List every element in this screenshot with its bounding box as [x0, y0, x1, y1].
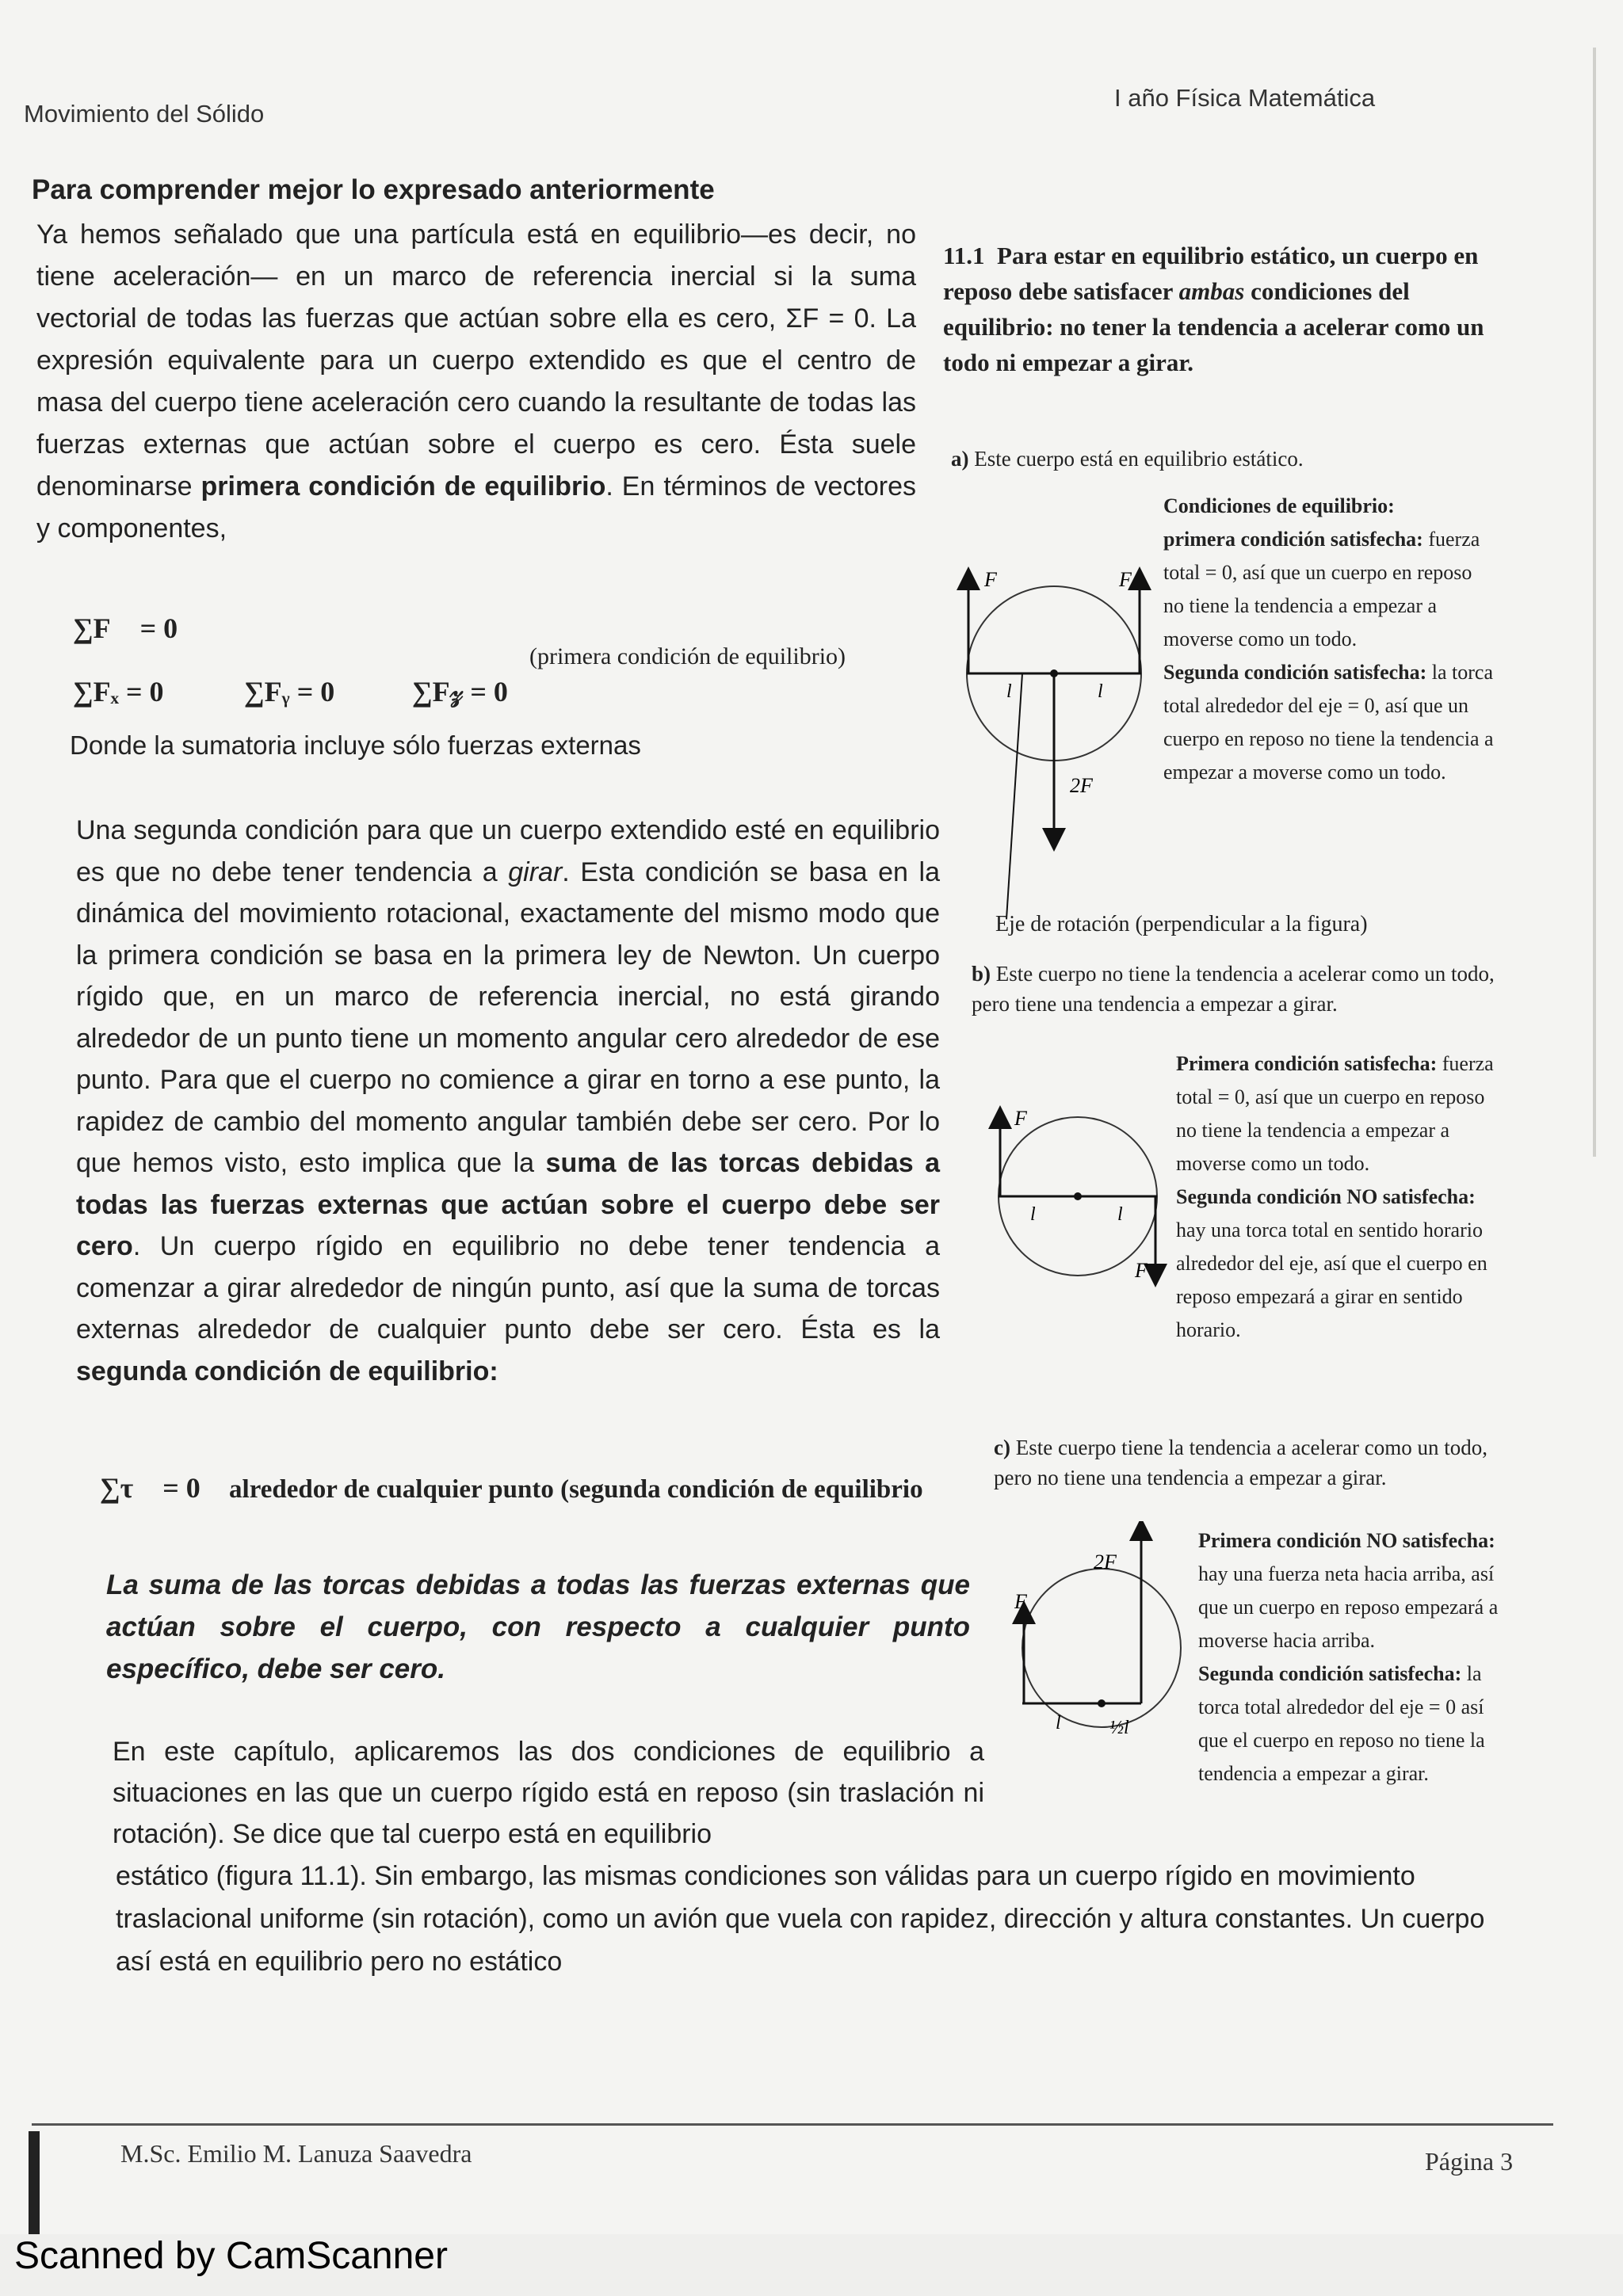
equation-sum-f: ∑F⃗ = 0 — [73, 612, 178, 644]
panel-a-axis-label: Eje de rotación (perpendicular a la figura) — [995, 912, 1368, 936]
panel-a-second-bold: Segunda condición satisfecha: — [1163, 661, 1427, 684]
equation-sum-fx: ∑Fₓ = 0 — [73, 676, 164, 707]
second-bold-1: suma de las torcas debidas a todas las fuerzas externas que actúan sobre el cuerpo debe ser cero — [76, 1148, 940, 1261]
panel-b-label-l-left: l — [1030, 1204, 1036, 1225]
panel-b-diagram — [983, 1101, 1173, 1299]
panel-a-caption-text: Este cuerpo está en equilibrio estático. — [974, 447, 1304, 471]
panel-c-diagram — [1006, 1521, 1197, 1759]
panel-c-label-2f: 2F — [1094, 1550, 1117, 1573]
equation-note: (primera condición de equilibrio) — [529, 643, 846, 669]
intro-paragraph — [36, 214, 916, 550]
panel-a-label-2f: 2F — [1070, 774, 1093, 797]
equation-sum-fy: ∑Fᵧ = 0 — [244, 676, 335, 707]
panel-a-diagram — [951, 555, 1165, 927]
panel-b-second-text: hay una torca total en sentido horario alrededor del eje, así que el cuerpo en reposo empezará a girar en sentido horario. — [1176, 1219, 1487, 1341]
panel-a-first-bold: primera condición satisfecha: — [1163, 528, 1423, 551]
footer-page-number: Página 3 — [1425, 2147, 1514, 2176]
panel-b-caption — [972, 959, 1510, 1019]
panel-c-label-l: l — [1056, 1713, 1061, 1733]
figure-caption-italic: ambas — [1178, 277, 1245, 305]
panel-c-label-half-l: ½l — [1109, 1718, 1129, 1738]
panel-c-first-text: hay una fuerza neta hacia arriba, así que un cuerpo en reposo empezará a moverse hacia arriba. — [1198, 1562, 1499, 1652]
second-italic: girar — [508, 856, 563, 887]
panel-a-axis-pointer — [1006, 673, 1022, 919]
footer-divider — [32, 2123, 1553, 2126]
panel-a-label-l-left: l — [1006, 681, 1012, 702]
panel-c-second-text: la torca total alrededor del eje = 0 así que el cuerpo en reposo no tiene la tendencia a empezar a girar. — [1198, 1662, 1485, 1785]
page-edge-shadow — [1593, 48, 1596, 1157]
second-bold-2: segunda condición de equilibrio: — [76, 1356, 498, 1386]
panel-a-label-f-right: F — [1119, 568, 1132, 591]
panel-b-notes — [1176, 1047, 1509, 1347]
panel-b-first-bold: Primera condición satisfecha: — [1176, 1052, 1438, 1075]
panel-b-second-bold: Segunda condición NO satisfecha: — [1176, 1185, 1476, 1208]
panel-a-label-f-left: F — [984, 568, 997, 591]
equation-sum-fz: ∑F𝓏 = 0 — [412, 676, 508, 707]
principle-statement: La suma de las torcas debidas a todas las fuerzas externas que actúan sobre el cuerpo, con respecto a cualquier punto específico, debe ser cero. — [106, 1569, 970, 1684]
intro-text-1: Ya hemos señalado que una partícula está en equilibrio—es decir, no tiene aceleración— en un marco de referencia inercial si la suma vectorial de todas las fuerzas que actúan sobre ella es cero, ΣF = 0. La expresión equivalente para un cuerpo extendido es que el centro de masa del cuerpo tiene aceleración cero cuando la resultante de todas las fuerzas externas que actúan sobre el cuerpo es cero. Ésta suele denominarse — [36, 219, 916, 502]
torque-equation-row — [100, 1471, 923, 1505]
second-text-3: . Un cuerpo rígido en equilibrio no debe tener tendencia a comenzar a girar alrededor de ningún punto, así que la suma de torcas externas alrededor de cualquier punto debe ser cero. Ésta es la — [76, 1231, 940, 1344]
panel-c-letter: c) — [994, 1436, 1010, 1459]
closing-paragraph-part2: estático (figura 11.1). Sin embargo, las mismas condiciones son válidas para un cuerpo rígido en movimiento traslacional uniforme (sin rotación), como un avión que vuela con rapidez, dirección y altura constantes. Un cuerpo así está en equilibrio pero no estático — [116, 1861, 1485, 1977]
figure-caption-text-1: Para estar en equilibrio estático, un cuerpo en reposo debe satisfacer — [943, 242, 1479, 305]
figure-caption-text-2: condiciones del equilibrio: no tener la tendencia a acelerar como un todo ni empezar a girar. — [943, 277, 1484, 376]
intro-bold: primera condición de equilibrio — [200, 471, 606, 502]
intro-title: Para comprender mejor lo expresado anteriormente — [32, 174, 715, 205]
panel-b-caption-text: Este cuerpo no tiene la tendencia a acelerar como un todo, pero tiene una tendencia a empezar a girar. — [972, 962, 1495, 1016]
panel-a-second-text: la torca total alrededor del eje = 0, así que un cuerpo en reposo no tiene la tendencia a empezar a moverse como un todo. — [1163, 661, 1494, 784]
panel-a-first-text: fuerza total = 0, así que un cuerpo en reposo no tiene la tendencia a empezar a moverse como un todo. — [1163, 528, 1480, 650]
panel-a-caption — [951, 444, 1304, 474]
scanner-watermark: Scanned by CamScanner — [14, 2235, 448, 2277]
panel-a-label-l-right: l — [1098, 681, 1103, 702]
second-condition-paragraph — [76, 810, 940, 1392]
panel-b-first-text: fuerza total = 0, así que un cuerpo en reposo no tiene la tendencia a empezar a moverse como un todo. — [1176, 1052, 1494, 1175]
footer-binding-mark — [29, 2131, 40, 2234]
panel-b-label-f-down: F — [1135, 1259, 1148, 1282]
panel-a-notes — [1163, 490, 1496, 789]
panel-c-caption — [994, 1432, 1509, 1493]
panel-a-cond-title: Condiciones de equilibrio: — [1163, 494, 1395, 517]
panel-a-letter: a) — [951, 447, 969, 471]
panel-c-first-bold: Primera condición NO satisfecha: — [1198, 1529, 1495, 1552]
figure-number: 11.1 — [943, 242, 985, 269]
second-text-2: . Esta condición se basa en la dinámica del movimiento rotacional, exactamente del mismo modo que la primera condición se basa en la primera ley de Newton. Un cuerpo rígido que, en un marco de referencia inercial, no está girando alrededor de un punto tiene un momento angular cero alrededor de ese punto. Para que el cuerpo no comience a girar en torno a ese punto, la rapidez de cambio del momento angular también debe ser cero. Por lo que hemos visto, esto implica que la — [76, 856, 941, 1178]
torque-note: alrededor de cualquier punto (segunda condición de equilibrio — [229, 1475, 923, 1504]
footer-author: M.Sc. Emilio M. Lanuza Saavedra — [120, 2139, 472, 2168]
intro-text-2: . En términos de vectores y componentes, — [36, 471, 916, 543]
panel-c-label-f: F — [1014, 1590, 1027, 1613]
figure-caption — [943, 238, 1498, 380]
header-left: Movimiento del Sólido — [24, 100, 265, 128]
closing-paragraph-part1: En este capítulo, aplicaremos las dos condiciones de equilibrio a situaciones en las que un cuerpo rígido está en reposo (sin traslación ni rotación). Se dice que tal cuerpo está en equilibrio — [113, 1737, 984, 1849]
panel-c-axis-dot — [1098, 1699, 1106, 1707]
external-forces-note: Donde la sumatoria incluye sólo fuerzas externas — [70, 730, 641, 760]
panel-b-axis-dot — [1074, 1192, 1082, 1200]
second-text-1: Una segunda condición para que un cuerpo extendido esté en equilibrio es que no debe tener tendencia a — [76, 815, 940, 887]
panel-c-caption-text: Este cuerpo tiene la tendencia a acelerar como un todo, pero no tiene una tendencia a empezar a girar. — [994, 1436, 1487, 1489]
panel-b-label-f-up: F — [1014, 1107, 1027, 1130]
header-right: I año Física Matemática — [1114, 84, 1376, 112]
panel-b-label-l-right: l — [1117, 1204, 1123, 1225]
panel-b-letter: b) — [972, 962, 991, 986]
torque-equation: ∑τ⃗ = 0 — [100, 1472, 200, 1504]
panel-c-second-bold: Segunda condición satisfecha: — [1198, 1662, 1462, 1685]
panel-c-notes — [1198, 1524, 1515, 1791]
